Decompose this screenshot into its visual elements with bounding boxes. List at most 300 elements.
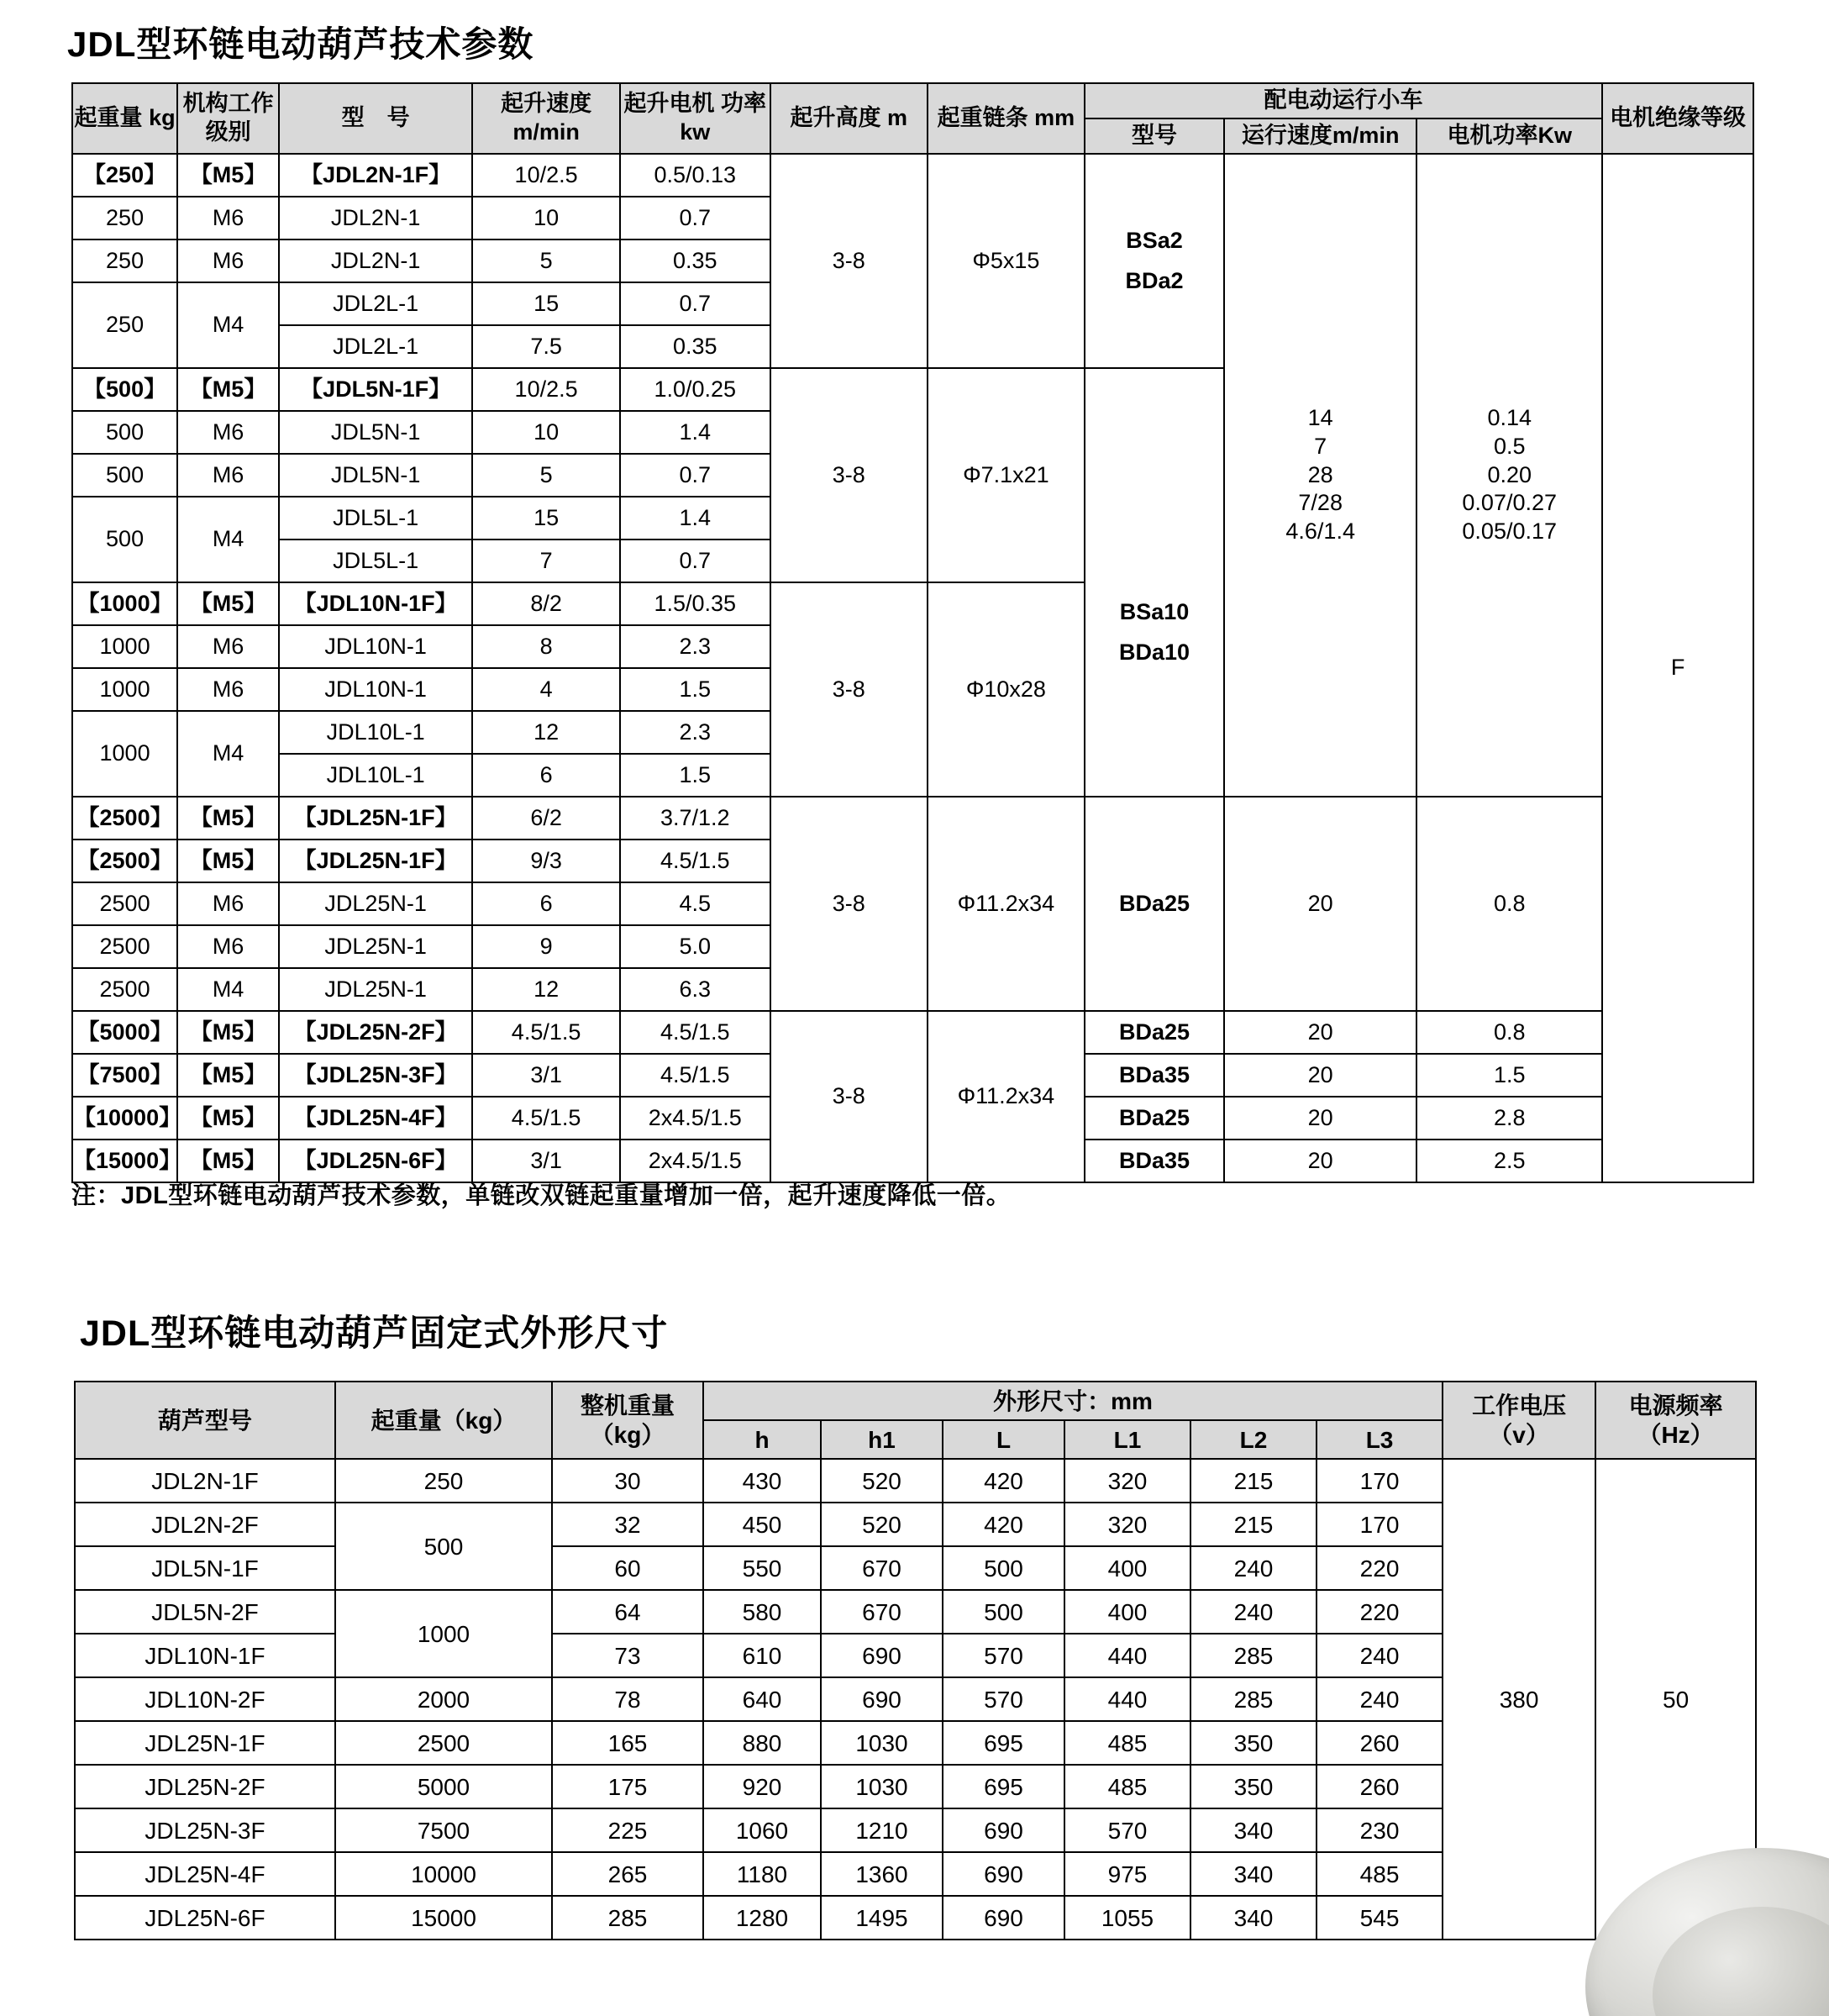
header-chain-line1: 起重链条 xyxy=(937,105,1028,131)
page-title-specs: JDL型环链电动葫芦技术参数 xyxy=(67,24,534,64)
cell-L1: 400 xyxy=(1064,1546,1190,1590)
cell-speed: 5 xyxy=(472,454,620,497)
cell-L: 690 xyxy=(943,1808,1064,1852)
cell-duty: 【M5】 xyxy=(177,1097,279,1140)
cell-capacity: 500 xyxy=(72,497,177,582)
header-model: 型 号 xyxy=(279,83,472,154)
cell-duty: 【M5】 xyxy=(177,1054,279,1097)
cell-L3: 220 xyxy=(1317,1546,1443,1590)
header-hoist-model: 葫芦型号 xyxy=(75,1382,335,1459)
cell-speed: 7 xyxy=(472,540,620,582)
cell-model: JDL10L-1 xyxy=(279,711,472,754)
cell-capacity: 【500】 xyxy=(72,368,177,411)
cell-L2: 240 xyxy=(1190,1590,1317,1634)
cell-capacity: 1000 xyxy=(335,1590,552,1677)
cell-duty: 【M5】 xyxy=(177,368,279,411)
header-frequency-line1: 电源频率 xyxy=(1628,1392,1723,1419)
cell-power: 2x4.5/1.5 xyxy=(620,1140,770,1182)
cell-speed: 10 xyxy=(472,197,620,239)
cell-duty: 【M5】 xyxy=(177,1011,279,1054)
cell-weight: 175 xyxy=(552,1765,703,1808)
cell-capacity: 250 xyxy=(72,197,177,239)
cell-capacity: 【7500】 xyxy=(72,1054,177,1097)
header-chain xyxy=(928,83,1085,154)
cell-model: JDL5N-1 xyxy=(279,454,472,497)
cell-L1: 320 xyxy=(1064,1459,1190,1503)
trolley-speed-1: 7 xyxy=(1314,433,1327,459)
cell-h: 880 xyxy=(703,1721,821,1765)
cell-capacity: 15000 xyxy=(335,1896,552,1940)
cell-speed: 10/2.5 xyxy=(472,154,620,197)
cell-power: 1.5 xyxy=(620,754,770,797)
cell-frequency: 50 xyxy=(1595,1459,1756,1940)
cell-L2: 340 xyxy=(1190,1852,1317,1896)
cell-chain: Φ10x28 xyxy=(928,582,1085,797)
cell-h1: 690 xyxy=(821,1634,943,1677)
cell-L3: 240 xyxy=(1317,1677,1443,1721)
cell-chain: Φ11.2x34 xyxy=(928,1011,1085,1182)
cell-lift-height: 3-8 xyxy=(770,1011,928,1182)
cell-L3: 545 xyxy=(1317,1896,1443,1940)
cell-L1: 570 xyxy=(1064,1808,1190,1852)
header-voltage-line2: （v） xyxy=(1489,1422,1549,1448)
cell-L: 420 xyxy=(943,1459,1064,1503)
cell-model: JDL2N-1 xyxy=(279,239,472,282)
cell-power: 5.0 xyxy=(620,925,770,968)
header-lift-speed-line2: m/min xyxy=(512,119,580,145)
cell-hoist-model: JDL10N-1F xyxy=(75,1634,335,1677)
cell-hoist-model: JDL25N-2F xyxy=(75,1765,335,1808)
cell-power: 0.7 xyxy=(620,454,770,497)
header-lift-height-line2: m xyxy=(886,105,907,131)
header-lift-height xyxy=(770,83,928,154)
cell-duty: M4 xyxy=(177,497,279,582)
cell-weight: 78 xyxy=(552,1677,703,1721)
cell-duty: M6 xyxy=(177,454,279,497)
cell-hoist-model: JDL25N-3F xyxy=(75,1808,335,1852)
cell-power: 4.5/1.5 xyxy=(620,1011,770,1054)
cell-lift-height: 3-8 xyxy=(770,154,928,368)
cell-model: 【JDL25N-4F】 xyxy=(279,1097,472,1140)
cell-L3: 170 xyxy=(1317,1503,1443,1546)
cell-capacity: 500 xyxy=(72,454,177,497)
table-row xyxy=(72,1011,1753,1054)
cell-power: 0.5/0.13 xyxy=(620,154,770,197)
cell-chain: Φ11.2x34 xyxy=(928,797,1085,1011)
trolley-power-0: 0.14 xyxy=(1487,405,1532,431)
cell-model: JDL10L-1 xyxy=(279,754,472,797)
cell-speed: 9 xyxy=(472,925,620,968)
cell-speed: 4.5/1.5 xyxy=(472,1011,620,1054)
cell-trolley-model: BDa25 xyxy=(1085,1011,1224,1054)
cell-capacity: 2500 xyxy=(72,925,177,968)
cell-duty: M4 xyxy=(177,711,279,797)
cell-L: 690 xyxy=(943,1852,1064,1896)
cell-trolley-model: BDa35 xyxy=(1085,1054,1224,1097)
cell-h: 640 xyxy=(703,1677,821,1721)
specs-note: 注：JDL型环链电动葫芦技术参数，单链改双链起重量增加一倍，起升速度降低一倍。 xyxy=(71,1182,1012,1209)
cell-duty: 【M5】 xyxy=(177,840,279,882)
cell-L3: 170 xyxy=(1317,1459,1443,1503)
trolley-speed-0: 14 xyxy=(1307,405,1333,431)
cell-L1: 485 xyxy=(1064,1765,1190,1808)
cell-duty: M6 xyxy=(177,925,279,968)
cell-h: 1280 xyxy=(703,1896,821,1940)
cell-duty: 【M5】 xyxy=(177,154,279,197)
cell-h: 610 xyxy=(703,1634,821,1677)
cell-speed: 15 xyxy=(472,282,620,325)
cell-capacity: 250 xyxy=(72,282,177,368)
cell-weight: 285 xyxy=(552,1896,703,1940)
cell-capacity: 【5000】 xyxy=(72,1011,177,1054)
header-dims-group: 外形尺寸：mm xyxy=(703,1382,1443,1420)
header-voltage-line1: 工作电压 xyxy=(1472,1392,1567,1419)
cell-power: 1.0/0.25 xyxy=(620,368,770,411)
cell-power: 1.5/0.35 xyxy=(620,582,770,625)
cell-speed: 6 xyxy=(472,882,620,925)
cell-model: JDL2N-1 xyxy=(279,197,472,239)
cell-capacity: 【2500】 xyxy=(72,840,177,882)
cell-duty: M4 xyxy=(177,968,279,1011)
cell-hoist-model: JDL5N-1F xyxy=(75,1546,335,1590)
cell-L: 500 xyxy=(943,1546,1064,1590)
header-weight xyxy=(552,1382,703,1459)
cell-speed: 4.5/1.5 xyxy=(472,1097,620,1140)
header-capacity-line2: kg xyxy=(149,105,176,131)
cell-speed: 15 xyxy=(472,497,620,540)
cell-capacity: 10000 xyxy=(335,1852,552,1896)
cell-h: 920 xyxy=(703,1765,821,1808)
trolley-speed-4: 4.6/1.4 xyxy=(1285,518,1355,545)
cell-trolley-model: BDa25 xyxy=(1085,1097,1224,1140)
cell-duty: M6 xyxy=(177,239,279,282)
cell-weight: 225 xyxy=(552,1808,703,1852)
cell-speed: 12 xyxy=(472,968,620,1011)
cell-power: 4.5 xyxy=(620,882,770,925)
header-L3: L3 xyxy=(1317,1420,1443,1459)
cell-capacity: 7500 xyxy=(335,1808,552,1852)
header-L2: L2 xyxy=(1190,1420,1317,1459)
header-duty-line2: 级别 xyxy=(205,119,251,145)
cell-power: 0.7 xyxy=(620,540,770,582)
cell-lift-height: 3-8 xyxy=(770,582,928,797)
cell-model: JDL25N-1 xyxy=(279,925,472,968)
cell-speed: 4 xyxy=(472,668,620,711)
cell-power: 2x4.5/1.5 xyxy=(620,1097,770,1140)
cell-L: 695 xyxy=(943,1721,1064,1765)
cell-capacity: 500 xyxy=(335,1503,552,1590)
cell-speed: 9/3 xyxy=(472,840,620,882)
cell-h: 550 xyxy=(703,1546,821,1590)
cell-L3: 240 xyxy=(1317,1634,1443,1677)
cell-L1: 1055 xyxy=(1064,1896,1190,1940)
cell-speed: 3/1 xyxy=(472,1054,620,1097)
cell-h1: 670 xyxy=(821,1590,943,1634)
cell-speed: 10/2.5 xyxy=(472,368,620,411)
table-row xyxy=(72,797,1753,840)
cell-voltage: 380 xyxy=(1443,1459,1595,1940)
header-lift-speed-line1: 起升速度 xyxy=(501,91,592,117)
cell-h1: 1030 xyxy=(821,1765,943,1808)
trolley-model-line2: BDa2 xyxy=(1125,267,1184,293)
header-lift-speed xyxy=(472,83,620,154)
cell-L: 570 xyxy=(943,1634,1064,1677)
cell-model: 【JDL25N-2F】 xyxy=(279,1011,472,1054)
cell-model: JDL2L-1 xyxy=(279,325,472,368)
header-insulation: 电机绝缘等级 xyxy=(1602,83,1753,154)
trolley-model-line2: BDa10 xyxy=(1118,640,1190,665)
header-capacity xyxy=(72,83,177,154)
cell-hoist-model: JDL10N-2F xyxy=(75,1677,335,1721)
cell-capacity: 2500 xyxy=(72,968,177,1011)
dims-header-row-1 xyxy=(75,1382,1756,1420)
cell-hoist-model: JDL25N-1F xyxy=(75,1721,335,1765)
cell-model: JDL2L-1 xyxy=(279,282,472,325)
cell-h: 1180 xyxy=(703,1852,821,1896)
cell-h1: 1210 xyxy=(821,1808,943,1852)
dimensions-table xyxy=(74,1381,1757,1940)
cell-capacity: 【2500】 xyxy=(72,797,177,840)
cell-L3: 260 xyxy=(1317,1721,1443,1765)
cell-speed: 3/1 xyxy=(472,1140,620,1182)
cell-model: 【JDL10N-1F】 xyxy=(279,582,472,625)
cell-power: 0.7 xyxy=(620,282,770,325)
trolley-power-4: 0.05/0.17 xyxy=(1462,518,1558,545)
cell-insulation: F xyxy=(1602,154,1753,1182)
cell-model: 【JDL2N-1F】 xyxy=(279,154,472,197)
cell-capacity: 2500 xyxy=(72,882,177,925)
cell-L: 690 xyxy=(943,1896,1064,1940)
cell-trolley-speed xyxy=(1224,154,1416,797)
header-lift-motor-line1: 起升电机 xyxy=(623,91,715,117)
cell-model: JDL25N-1 xyxy=(279,968,472,1011)
header-weight-line2: （kg） xyxy=(590,1422,665,1448)
cell-duty: M6 xyxy=(177,668,279,711)
header-L1: L1 xyxy=(1064,1420,1190,1459)
cell-weight: 73 xyxy=(552,1634,703,1677)
cell-capacity: 250 xyxy=(72,239,177,282)
cell-weight: 265 xyxy=(552,1852,703,1896)
header-trolley-model: 型号 xyxy=(1085,118,1224,154)
cell-speed: 8/2 xyxy=(472,582,620,625)
table-row xyxy=(72,154,1753,197)
cell-trolley-power: 0.8 xyxy=(1416,797,1602,1011)
cell-speed: 7.5 xyxy=(472,325,620,368)
cell-power: 0.7 xyxy=(620,197,770,239)
cell-capacity: 【1000】 xyxy=(72,582,177,625)
cell-power: 1.4 xyxy=(620,497,770,540)
cell-speed: 6 xyxy=(472,754,620,797)
trolley-model-line1: BSa2 xyxy=(1126,227,1183,253)
cell-weight: 165 xyxy=(552,1721,703,1765)
cell-h: 580 xyxy=(703,1590,821,1634)
trolley-speed-3: 7/28 xyxy=(1298,490,1343,516)
cell-power: 3.7/1.2 xyxy=(620,797,770,840)
cell-trolley-model xyxy=(1085,154,1224,368)
cell-model: 【JDL25N-1F】 xyxy=(279,840,472,882)
cell-power: 0.35 xyxy=(620,239,770,282)
cell-h1: 1360 xyxy=(821,1852,943,1896)
cell-L3: 220 xyxy=(1317,1590,1443,1634)
cell-model: JDL5N-1 xyxy=(279,411,472,454)
cell-trolley-speed: 20 xyxy=(1224,1011,1416,1054)
cell-capacity: 500 xyxy=(72,411,177,454)
cell-weight: 64 xyxy=(552,1590,703,1634)
header-trolley-speed: 运行速度m/min xyxy=(1224,118,1416,154)
cell-model: 【JDL25N-1F】 xyxy=(279,797,472,840)
cell-L3: 230 xyxy=(1317,1808,1443,1852)
cell-trolley-model: BDa35 xyxy=(1085,1140,1224,1182)
cell-speed: 12 xyxy=(472,711,620,754)
cell-duty: M6 xyxy=(177,625,279,668)
cell-L: 500 xyxy=(943,1590,1064,1634)
cell-L1: 320 xyxy=(1064,1503,1190,1546)
cell-trolley-power: 2.5 xyxy=(1416,1140,1602,1182)
page-title-dimensions: JDL型环链电动葫芦固定式外形尺寸 xyxy=(80,1313,669,1354)
cell-capacity: 2000 xyxy=(335,1677,552,1721)
cell-capacity: 【250】 xyxy=(72,154,177,197)
header-lift-motor xyxy=(620,83,770,154)
cell-lift-height: 3-8 xyxy=(770,368,928,582)
cell-L2: 215 xyxy=(1190,1459,1317,1503)
table-row xyxy=(75,1459,1756,1503)
specs-header-row-1 xyxy=(72,83,1753,118)
cell-L1: 440 xyxy=(1064,1677,1190,1721)
cell-power: 1.5 xyxy=(620,668,770,711)
cell-L: 570 xyxy=(943,1677,1064,1721)
cell-power: 1.4 xyxy=(620,411,770,454)
cell-h: 450 xyxy=(703,1503,821,1546)
cell-trolley-model xyxy=(1085,368,1224,797)
cell-speed: 8 xyxy=(472,625,620,668)
cell-capacity: 【10000】 xyxy=(72,1097,177,1140)
trolley-speed-2: 28 xyxy=(1307,461,1333,487)
header-h: h xyxy=(703,1420,821,1459)
cell-speed: 5 xyxy=(472,239,620,282)
cell-weight: 60 xyxy=(552,1546,703,1590)
cell-h1: 1495 xyxy=(821,1896,943,1940)
header-capacity-line1: 起重量 xyxy=(74,105,143,131)
cell-power: 2.3 xyxy=(620,625,770,668)
header-voltage xyxy=(1443,1382,1595,1459)
header-duty-line1: 机构工作 xyxy=(182,91,274,117)
cell-trolley-speed: 20 xyxy=(1224,1097,1416,1140)
header-L: L xyxy=(943,1420,1064,1459)
cell-model: 【JDL5N-1F】 xyxy=(279,368,472,411)
cell-L3: 485 xyxy=(1317,1852,1443,1896)
cell-trolley-power: 2.8 xyxy=(1416,1097,1602,1140)
cell-L2: 285 xyxy=(1190,1677,1317,1721)
cell-h: 430 xyxy=(703,1459,821,1503)
cell-power: 2.3 xyxy=(620,711,770,754)
cell-trolley-speed: 20 xyxy=(1224,1140,1416,1182)
cell-model: 【JDL25N-3F】 xyxy=(279,1054,472,1097)
specs-table xyxy=(71,82,1754,1183)
cell-L2: 340 xyxy=(1190,1808,1317,1852)
cell-model: 【JDL25N-6F】 xyxy=(279,1140,472,1182)
cell-L2: 340 xyxy=(1190,1896,1317,1940)
cell-model: JDL10N-1 xyxy=(279,625,472,668)
header-chain-line2: mm xyxy=(1034,105,1075,131)
cell-weight: 32 xyxy=(552,1503,703,1546)
cell-h: 1060 xyxy=(703,1808,821,1852)
cell-duty: 【M5】 xyxy=(177,797,279,840)
cell-h1: 690 xyxy=(821,1677,943,1721)
trolley-power-1: 0.5 xyxy=(1493,433,1526,459)
cell-duty: M6 xyxy=(177,411,279,454)
cell-L1: 975 xyxy=(1064,1852,1190,1896)
cell-chain: Φ5x15 xyxy=(928,154,1085,368)
header-frequency-line2: （Hz） xyxy=(1637,1422,1714,1448)
cell-trolley-power: 0.8 xyxy=(1416,1011,1602,1054)
cell-L2: 240 xyxy=(1190,1546,1317,1590)
header-weight-line1: 整机重量 xyxy=(580,1392,675,1419)
cell-duty: M4 xyxy=(177,282,279,368)
cell-model: JDL5L-1 xyxy=(279,540,472,582)
cell-weight: 30 xyxy=(552,1459,703,1503)
cell-trolley-model: BDa25 xyxy=(1085,797,1224,1011)
cell-h1: 520 xyxy=(821,1503,943,1546)
cell-power: 6.3 xyxy=(620,968,770,1011)
cell-model: JDL10N-1 xyxy=(279,668,472,711)
cell-duty: 【M5】 xyxy=(177,1140,279,1182)
cell-capacity: 5000 xyxy=(335,1765,552,1808)
header-frequency xyxy=(1595,1382,1756,1459)
cell-power: 4.5/1.5 xyxy=(620,1054,770,1097)
header-trolley-power: 电机功率Kw xyxy=(1416,118,1602,154)
cell-trolley-speed: 20 xyxy=(1224,797,1416,1011)
header-h1: h1 xyxy=(821,1420,943,1459)
cell-chain: Φ7.1x21 xyxy=(928,368,1085,582)
cell-hoist-model: JDL25N-4F xyxy=(75,1852,335,1896)
cell-hoist-model: JDL5N-2F xyxy=(75,1590,335,1634)
cell-L2: 350 xyxy=(1190,1765,1317,1808)
cell-model: JDL5L-1 xyxy=(279,497,472,540)
cell-model: JDL25N-1 xyxy=(279,882,472,925)
cell-L1: 485 xyxy=(1064,1721,1190,1765)
cell-hoist-model: JDL2N-2F xyxy=(75,1503,335,1546)
cell-L2: 285 xyxy=(1190,1634,1317,1677)
cell-capacity: 2500 xyxy=(335,1721,552,1765)
cell-L2: 350 xyxy=(1190,1721,1317,1765)
cell-h1: 520 xyxy=(821,1459,943,1503)
cell-L: 695 xyxy=(943,1765,1064,1808)
trolley-power-3: 0.07/0.27 xyxy=(1462,490,1558,516)
header-capacity: 起重量（kg） xyxy=(335,1382,552,1459)
header-duty xyxy=(177,83,279,154)
cell-h1: 1030 xyxy=(821,1721,943,1765)
cell-trolley-power: 1.5 xyxy=(1416,1054,1602,1097)
cell-lift-height: 3-8 xyxy=(770,797,928,1011)
header-trolley-group: 配电动运行小车 xyxy=(1085,83,1602,118)
cell-L: 420 xyxy=(943,1503,1064,1546)
cell-L1: 400 xyxy=(1064,1590,1190,1634)
cell-hoist-model: JDL2N-1F xyxy=(75,1459,335,1503)
cell-power: 0.35 xyxy=(620,325,770,368)
header-lift-motor-line2: 功率kw xyxy=(680,91,767,145)
header-lift-height-line1: 起升高度 xyxy=(790,105,881,131)
cell-L1: 440 xyxy=(1064,1634,1190,1677)
cell-trolley-speed: 20 xyxy=(1224,1054,1416,1097)
cell-L2: 215 xyxy=(1190,1503,1317,1546)
trolley-power-2: 0.20 xyxy=(1487,461,1532,487)
cell-capacity: 1000 xyxy=(72,625,177,668)
cell-capacity: 【15000】 xyxy=(72,1140,177,1182)
cell-speed: 10 xyxy=(472,411,620,454)
cell-capacity: 1000 xyxy=(72,668,177,711)
cell-duty: 【M5】 xyxy=(177,582,279,625)
cell-power: 4.5/1.5 xyxy=(620,840,770,882)
